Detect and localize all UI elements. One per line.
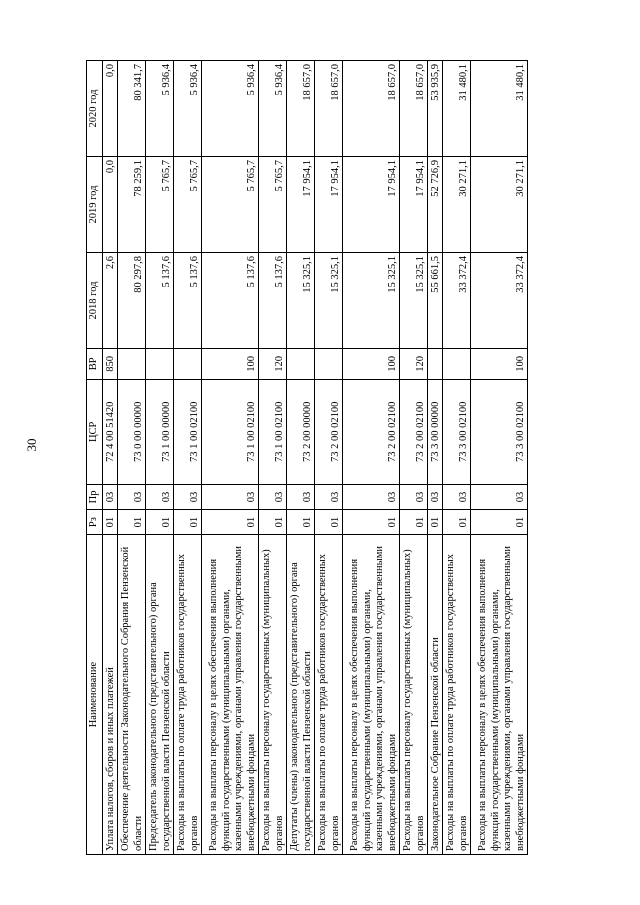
header-csr: ЦСР [87,379,103,484]
row-2018: 33 372,4 [471,252,528,348]
row-csr: 73 1 00 02100 [259,379,287,484]
row-rz: 01 [400,510,428,535]
row-pr: 03 [343,484,400,509]
row-name: Расходы на выплаты персоналу в целях обеспечения выполнения функций государственными (муниципальными) органами, казенными учреждениями, органами управления государственными внебюджетными фондами [343,535,400,855]
row-2020: 5 936,4 [174,61,202,157]
row-2020: 5 936,4 [146,61,174,157]
header-vr: ВР [87,348,103,379]
row-2018: 15 325,1 [400,252,428,348]
row-name: Расходы на выплаты по оплате труда работников государственных органов [174,535,202,855]
page-number: 30 [24,438,39,452]
row-name: Расходы на выплаты по оплате труда работников государственных органов [443,535,471,855]
row-2020: 31 480,1 [443,61,471,157]
row-csr: 73 2 00 00000 [287,379,315,484]
row-rz: 01 [146,510,174,535]
row-2019: 30 271,1 [471,157,528,253]
row-vr [443,348,471,379]
row-name: Законодательное Собрание Пензенской области [428,535,443,855]
row-2019: 30 271,1 [443,157,471,253]
row-2018: 5 137,6 [146,252,174,348]
row-pr: 03 [174,484,202,509]
row-2019: 52 726,9 [428,157,443,253]
row-name: Расходы на выплаты персоналу государственных (муниципальных) органов [400,535,428,855]
row-vr: 100 [343,348,400,379]
row-pr: 03 [259,484,287,509]
row-2018: 55 661,5 [428,252,443,348]
rotated-table-wrapper [86,60,528,855]
row-rz: 01 [343,510,400,535]
table-row [287,61,315,855]
row-2018: 15 325,1 [287,252,315,348]
row-rz: 01 [471,510,528,535]
row-pr: 03 [118,484,146,509]
row-csr: 73 1 00 02100 [202,379,259,484]
row-2020: 53 935,9 [428,61,443,157]
row-vr: 120 [400,348,428,379]
table-row [471,61,528,855]
row-2019: 17 954,1 [287,157,315,253]
row-csr: 73 2 00 02100 [400,379,428,484]
row-name: Расходы на выплаты персоналу в целях обеспечения выполнения функций государственными (муниципальными) органами, казенными учреждениями, органами управления государственными внебюджетными фондами [471,535,528,855]
row-2020: 18 657,0 [315,61,343,157]
header-pr: Пр [87,484,103,509]
row-pr: 03 [103,484,118,509]
row-vr [287,348,315,379]
row-csr: 72 4 00 51420 [103,379,118,484]
table-row [103,61,118,855]
row-2020: 18 657,0 [343,61,400,157]
header-rz: Рз [87,510,103,535]
table-header-row [87,61,103,855]
row-2018: 33 372,4 [443,252,471,348]
row-2020: 5 936,4 [202,61,259,157]
table-row [174,61,202,855]
row-vr [146,348,174,379]
row-2018: 80 297,8 [118,252,146,348]
row-2020: 80 341,7 [118,61,146,157]
row-2019: 17 954,1 [400,157,428,253]
row-2018: 5 137,6 [202,252,259,348]
row-2018: 5 137,6 [174,252,202,348]
row-csr: 73 0 00 00000 [118,379,146,484]
row-2019: 78 259,1 [118,157,146,253]
row-rz: 01 [443,510,471,535]
row-2019: 17 954,1 [315,157,343,253]
table-row [146,61,174,855]
row-pr: 03 [146,484,174,509]
row-rz: 01 [428,510,443,535]
row-name: Уплата налогов, сборов и иных платежей [103,535,118,855]
row-vr: 100 [202,348,259,379]
header-2019: 2019 год [87,157,103,253]
table-row [118,61,146,855]
row-rz: 01 [202,510,259,535]
row-2018: 15 325,1 [343,252,400,348]
row-name: Расходы на выплаты персоналу государственных (муниципальных) органов [259,535,287,855]
row-2019: 17 954,1 [343,157,400,253]
row-name: Расходы на выплаты по оплате труда работников государственных органов [315,535,343,855]
table-row [315,61,343,855]
row-2020: 5 936,4 [259,61,287,157]
row-name: Расходы на выплаты персоналу в целях обеспечения выполнения функций государственными (муниципальными) органами, казенными учреждениями, органами управления государственными внебюджетными фондами [202,535,259,855]
row-2018: 2,6 [103,252,118,348]
table-row [343,61,400,855]
row-rz: 01 [118,510,146,535]
table-row [400,61,428,855]
row-2019: 0,0 [103,157,118,253]
row-2020: 0,0 [103,61,118,157]
header-2020: 2020 год [87,61,103,157]
row-vr [428,348,443,379]
row-name: Обеспечение деятельности Законодательного Собрания Пензенской области [118,535,146,855]
row-rz: 01 [287,510,315,535]
row-pr: 03 [287,484,315,509]
row-2019: 5 765,7 [146,157,174,253]
row-pr: 03 [202,484,259,509]
row-vr [174,348,202,379]
table-row [259,61,287,855]
table-body [103,61,528,855]
row-2018: 5 137,6 [259,252,287,348]
row-pr: 03 [471,484,528,509]
row-rz: 01 [103,510,118,535]
row-pr: 03 [443,484,471,509]
row-vr [315,348,343,379]
row-name: Депутаты (члены) законодательного (представительного) органа государственной власти Пензенской области [287,535,315,855]
table-row [202,61,259,855]
table-row [443,61,471,855]
row-vr: 120 [259,348,287,379]
row-rz: 01 [174,510,202,535]
row-pr: 03 [315,484,343,509]
row-2019: 5 765,7 [174,157,202,253]
row-2019: 5 765,7 [202,157,259,253]
row-2018: 15 325,1 [315,252,343,348]
row-pr: 03 [400,484,428,509]
row-vr: 100 [471,348,528,379]
row-csr: 73 2 00 02100 [315,379,343,484]
row-2020: 18 657,0 [400,61,428,157]
header-2018: 2018 год [87,252,103,348]
row-2019: 5 765,7 [259,157,287,253]
row-rz: 01 [259,510,287,535]
row-rz: 01 [315,510,343,535]
table-row [428,61,443,855]
row-csr: 73 3 00 02100 [443,379,471,484]
budget-table [86,60,528,855]
row-pr: 03 [428,484,443,509]
row-csr: 73 2 00 02100 [343,379,400,484]
row-csr: 73 1 00 02100 [174,379,202,484]
header-name: Наименование [87,535,103,855]
row-csr: 73 1 00 00000 [146,379,174,484]
row-csr: 73 3 00 02100 [471,379,528,484]
row-2020: 18 657,0 [287,61,315,157]
row-csr: 73 3 00 00000 [428,379,443,484]
row-name: Председатель законодательного (представительного) органа государственной власти Пензенской области [146,535,174,855]
row-2020: 31 480,1 [471,61,528,157]
row-vr [118,348,146,379]
row-vr: 850 [103,348,118,379]
